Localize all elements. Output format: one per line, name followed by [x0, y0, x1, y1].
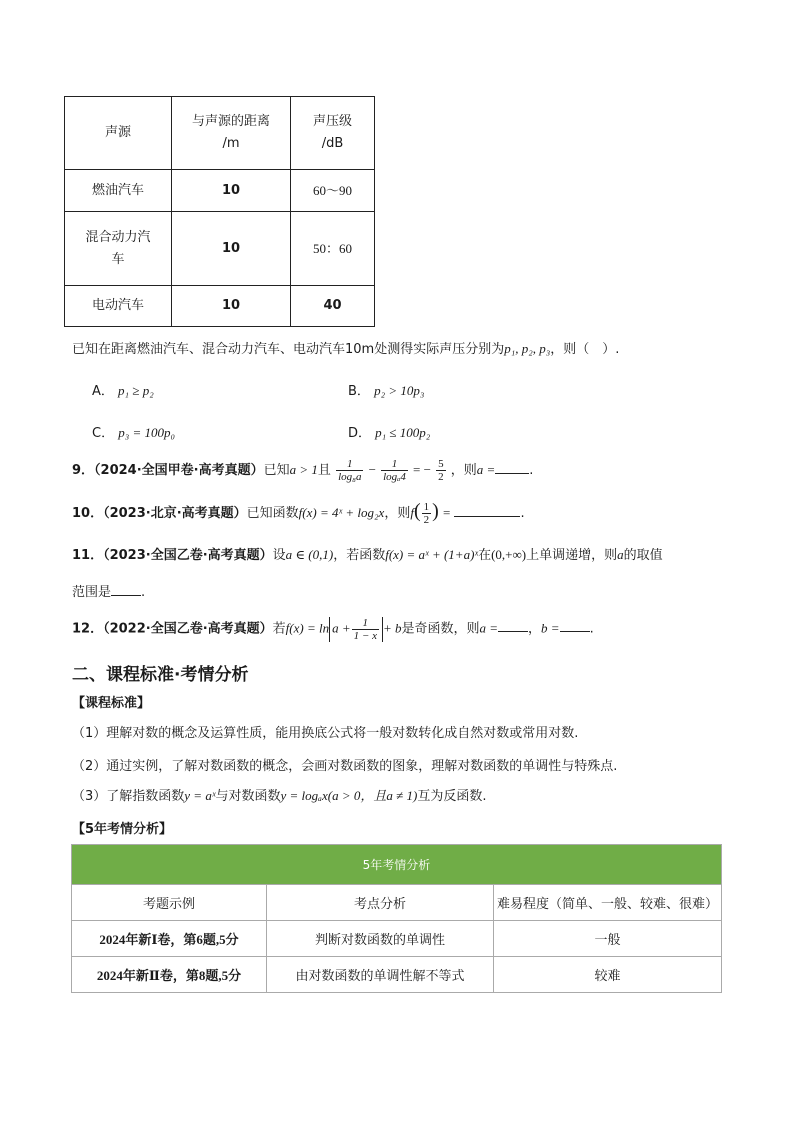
fraction: $\frac{1}{\text{logₐ4}}$ [383, 458, 406, 483]
answer-blank[interactable] [498, 619, 528, 632]
header-distance: 与声源的距离 /m [172, 97, 291, 170]
column-header: 考点分析 [267, 885, 494, 921]
option-a[interactable]: A． p₁ ≥ p₂ [92, 383, 154, 399]
question-10: 10．（2023·北京·高考真题）已知函数f(x) = 4ˣ + log₂x，则f( $\frac{1}{2}$ ) = . [72, 500, 525, 526]
table-row: 电动汽车 10 40 [65, 286, 375, 327]
exam-analysis-table [71, 844, 722, 993]
standard-item: （2）通过实例，了解对数函数的概念，会画对数函数的图象，理解对数函数的单调性与特殊点. [72, 759, 618, 774]
answer-blank[interactable] [111, 583, 141, 596]
table-row: 2024年新Ⅱ卷，第8题,5分 由对数函数的单调性解不等式 较难 [72, 957, 722, 993]
question-11-line2: 范围是 . [72, 585, 146, 600]
table-row: 混合动力汽 车 10 50：60 [65, 212, 375, 286]
fraction: $\frac{5}{2}$ [438, 458, 444, 483]
answer-blank[interactable] [560, 619, 590, 632]
column-header: 考题示例 [72, 885, 267, 921]
table-row: 燃油汽车 10 60～90 [65, 170, 375, 212]
option-b[interactable]: B． p₂ > 10p₃ [348, 383, 425, 399]
header-source: 声源 [65, 97, 172, 170]
fraction: $\frac{1}{1 - x}$ [353, 617, 377, 642]
table-row: 2024年新Ⅰ卷，第6题,5分 判断对数函数的单调性 一般 [72, 921, 722, 957]
fraction: $\frac{1}{2}$ [423, 501, 430, 526]
header-level: 声压级 /dB [291, 97, 375, 170]
answer-blank[interactable] [495, 461, 529, 474]
exam-analysis-heading: 【5年考情分析】 [72, 822, 173, 837]
table-title: 5年考情分析 [72, 845, 722, 885]
column-header: 难易程度（简单、一般、较难、很难） [494, 885, 722, 921]
question-11: 11．（2023·全国乙卷·高考真题）设a ∈ (0,1)，若函数f(x) = aˣ + (1+a)ˣ在(0,+∞)上单调递增，则a的取值 [72, 547, 663, 563]
section-title: 二、课程标准·考情分析 [72, 665, 249, 685]
answer-blank[interactable] [454, 504, 520, 517]
question-12: 12．（2022·全国乙卷·高考真题）若f(x) = ln a + $\frac{1}{1 - x}$ + b是奇函数，则a = ，b = . [72, 617, 594, 642]
sound-level-table [64, 96, 375, 327]
fraction: $\frac{1}{\text{log₈a}}$ [338, 458, 362, 483]
curriculum-standard-heading: 【课程标准】 [72, 696, 151, 711]
question-8-stem: 已知在距离燃油汽车、混合动力汽车、电动汽车10m处测得实际声压分别为p₁, p₂, p₃，则（ ）. [72, 341, 620, 357]
question-9: 9．（2024·全国甲卷·高考真题）已知a > 1且 $\frac{1}{\text{log₈a}}$ − $\frac{1}{\text{logₐ4}}$ = − $\frac{5}{2}$ ，则a = . [72, 458, 534, 483]
option-d[interactable]: D． p₁ ≤ 100p₂ [348, 425, 431, 441]
option-c[interactable]: C． p₃ = 100p₀ [92, 425, 176, 441]
standard-item: （3）了解指数函数y = aˣ与对数函数y = logₐx(a > 0，且a ≠ 1)互为反函数. [72, 788, 487, 804]
standard-item: （1）理解对数的概念及运算性质，能用换底公式将一般对数转化成自然对数或常用对数. [72, 726, 579, 741]
